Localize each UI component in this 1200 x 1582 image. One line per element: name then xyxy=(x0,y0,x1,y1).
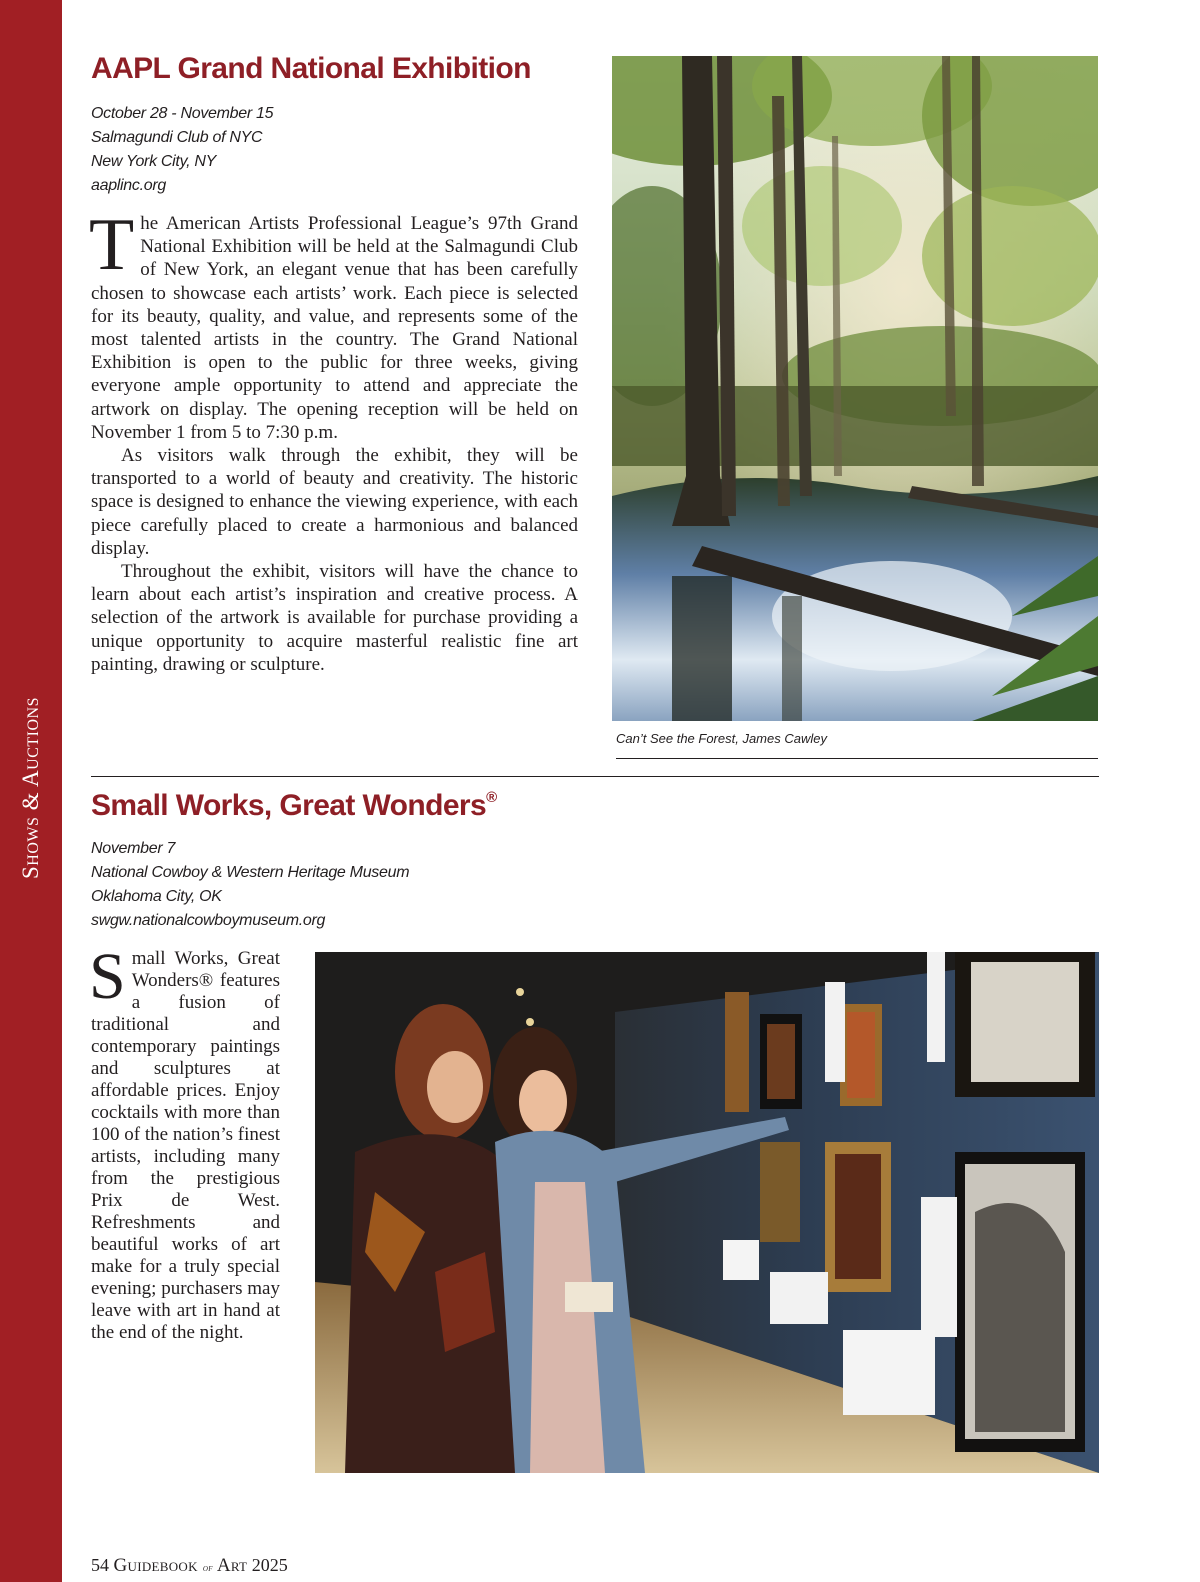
event-location: New York City, NY xyxy=(91,153,217,170)
article-paragraph: Throughout the exhibit, visitors will have the chance to learn about each artist’s inspiration and creative process. A selection of the artwork is available for purchase providing a unique opportunity to acquire masterful realistic fine art painting, drawing or sculpture. xyxy=(91,561,578,675)
section-divider xyxy=(91,776,1099,777)
section-title-small-works: Small Works, Great Wonders® xyxy=(91,789,497,822)
section-label: Shows & Auctions xyxy=(18,697,43,879)
gallery-visitors-photo xyxy=(315,952,1099,1473)
painting-caption: Can’t See the Forest, James Cawley xyxy=(616,731,827,746)
forest-painting-image xyxy=(612,56,1098,721)
caption-rule xyxy=(616,758,1098,759)
event-venue: Salmagundi Club of NYC xyxy=(91,129,263,146)
event-location: Oklahoma City, OK xyxy=(91,888,222,905)
event-website-link[interactable]: swgw.nationalcowboymuseum.org xyxy=(91,912,326,929)
page-footer xyxy=(91,1555,288,1577)
article-body-aapl xyxy=(89,204,578,676)
article-body-small-works xyxy=(89,940,280,1344)
publication-name: Guidebook of Art xyxy=(113,1555,248,1576)
registered-mark: ® xyxy=(486,789,497,806)
event-date: October 28 - November 15 xyxy=(91,105,274,122)
article-paragraph: Small Works, Great Wonders® features a fusion of traditional and contemporary paintings and sculptures at affordable prices. Enjoy cocktails with more than 100 of the nation’s finest artists, including many from the prestigious Prix de West. Refreshments and beautiful works of art make for a truly special evening; purchasers may leave with art in hand at the end of the night. xyxy=(89,940,280,1343)
event-details-small-works xyxy=(91,837,409,933)
event-website-link[interactable]: aaplinc.org xyxy=(91,177,166,194)
article-paragraph: The American Artists Professional League’s 97th Grand National Exhibition will be held at the Salmagundi Club of New York, an elegant venue that has been carefully chosen to showcase each artists’ work. Each piece is selected for its beauty, quality, and value, and represents some of the most talented artists in the country. The Grand National Exhibition is open to the public for three weeks, giving everyone ample opportunity to attend and appreciate the artwork on display. The opening reception will be held on November 1 from 5 to 7:30 p.m. xyxy=(89,204,578,443)
article-paragraph: As visitors walk through the exhibit, they will be transported to a world of beauty and creativity. The historic space is designed to enhance the viewing experience, with each piece carefully placed to create a harmonious and balanced display. xyxy=(91,445,578,559)
section-title-aapl: AAPL Grand National Exhibition xyxy=(91,52,531,85)
event-details-aapl xyxy=(91,102,273,198)
section-sidebar xyxy=(0,0,62,1582)
drop-cap: T xyxy=(89,204,135,286)
event-date: November 7 xyxy=(91,840,176,857)
event-venue: National Cowboy & Western Heritage Museum xyxy=(91,864,410,881)
page-number: 54 xyxy=(91,1555,109,1575)
publication-year: 2025 xyxy=(251,1555,288,1575)
drop-cap: S xyxy=(89,940,126,1013)
